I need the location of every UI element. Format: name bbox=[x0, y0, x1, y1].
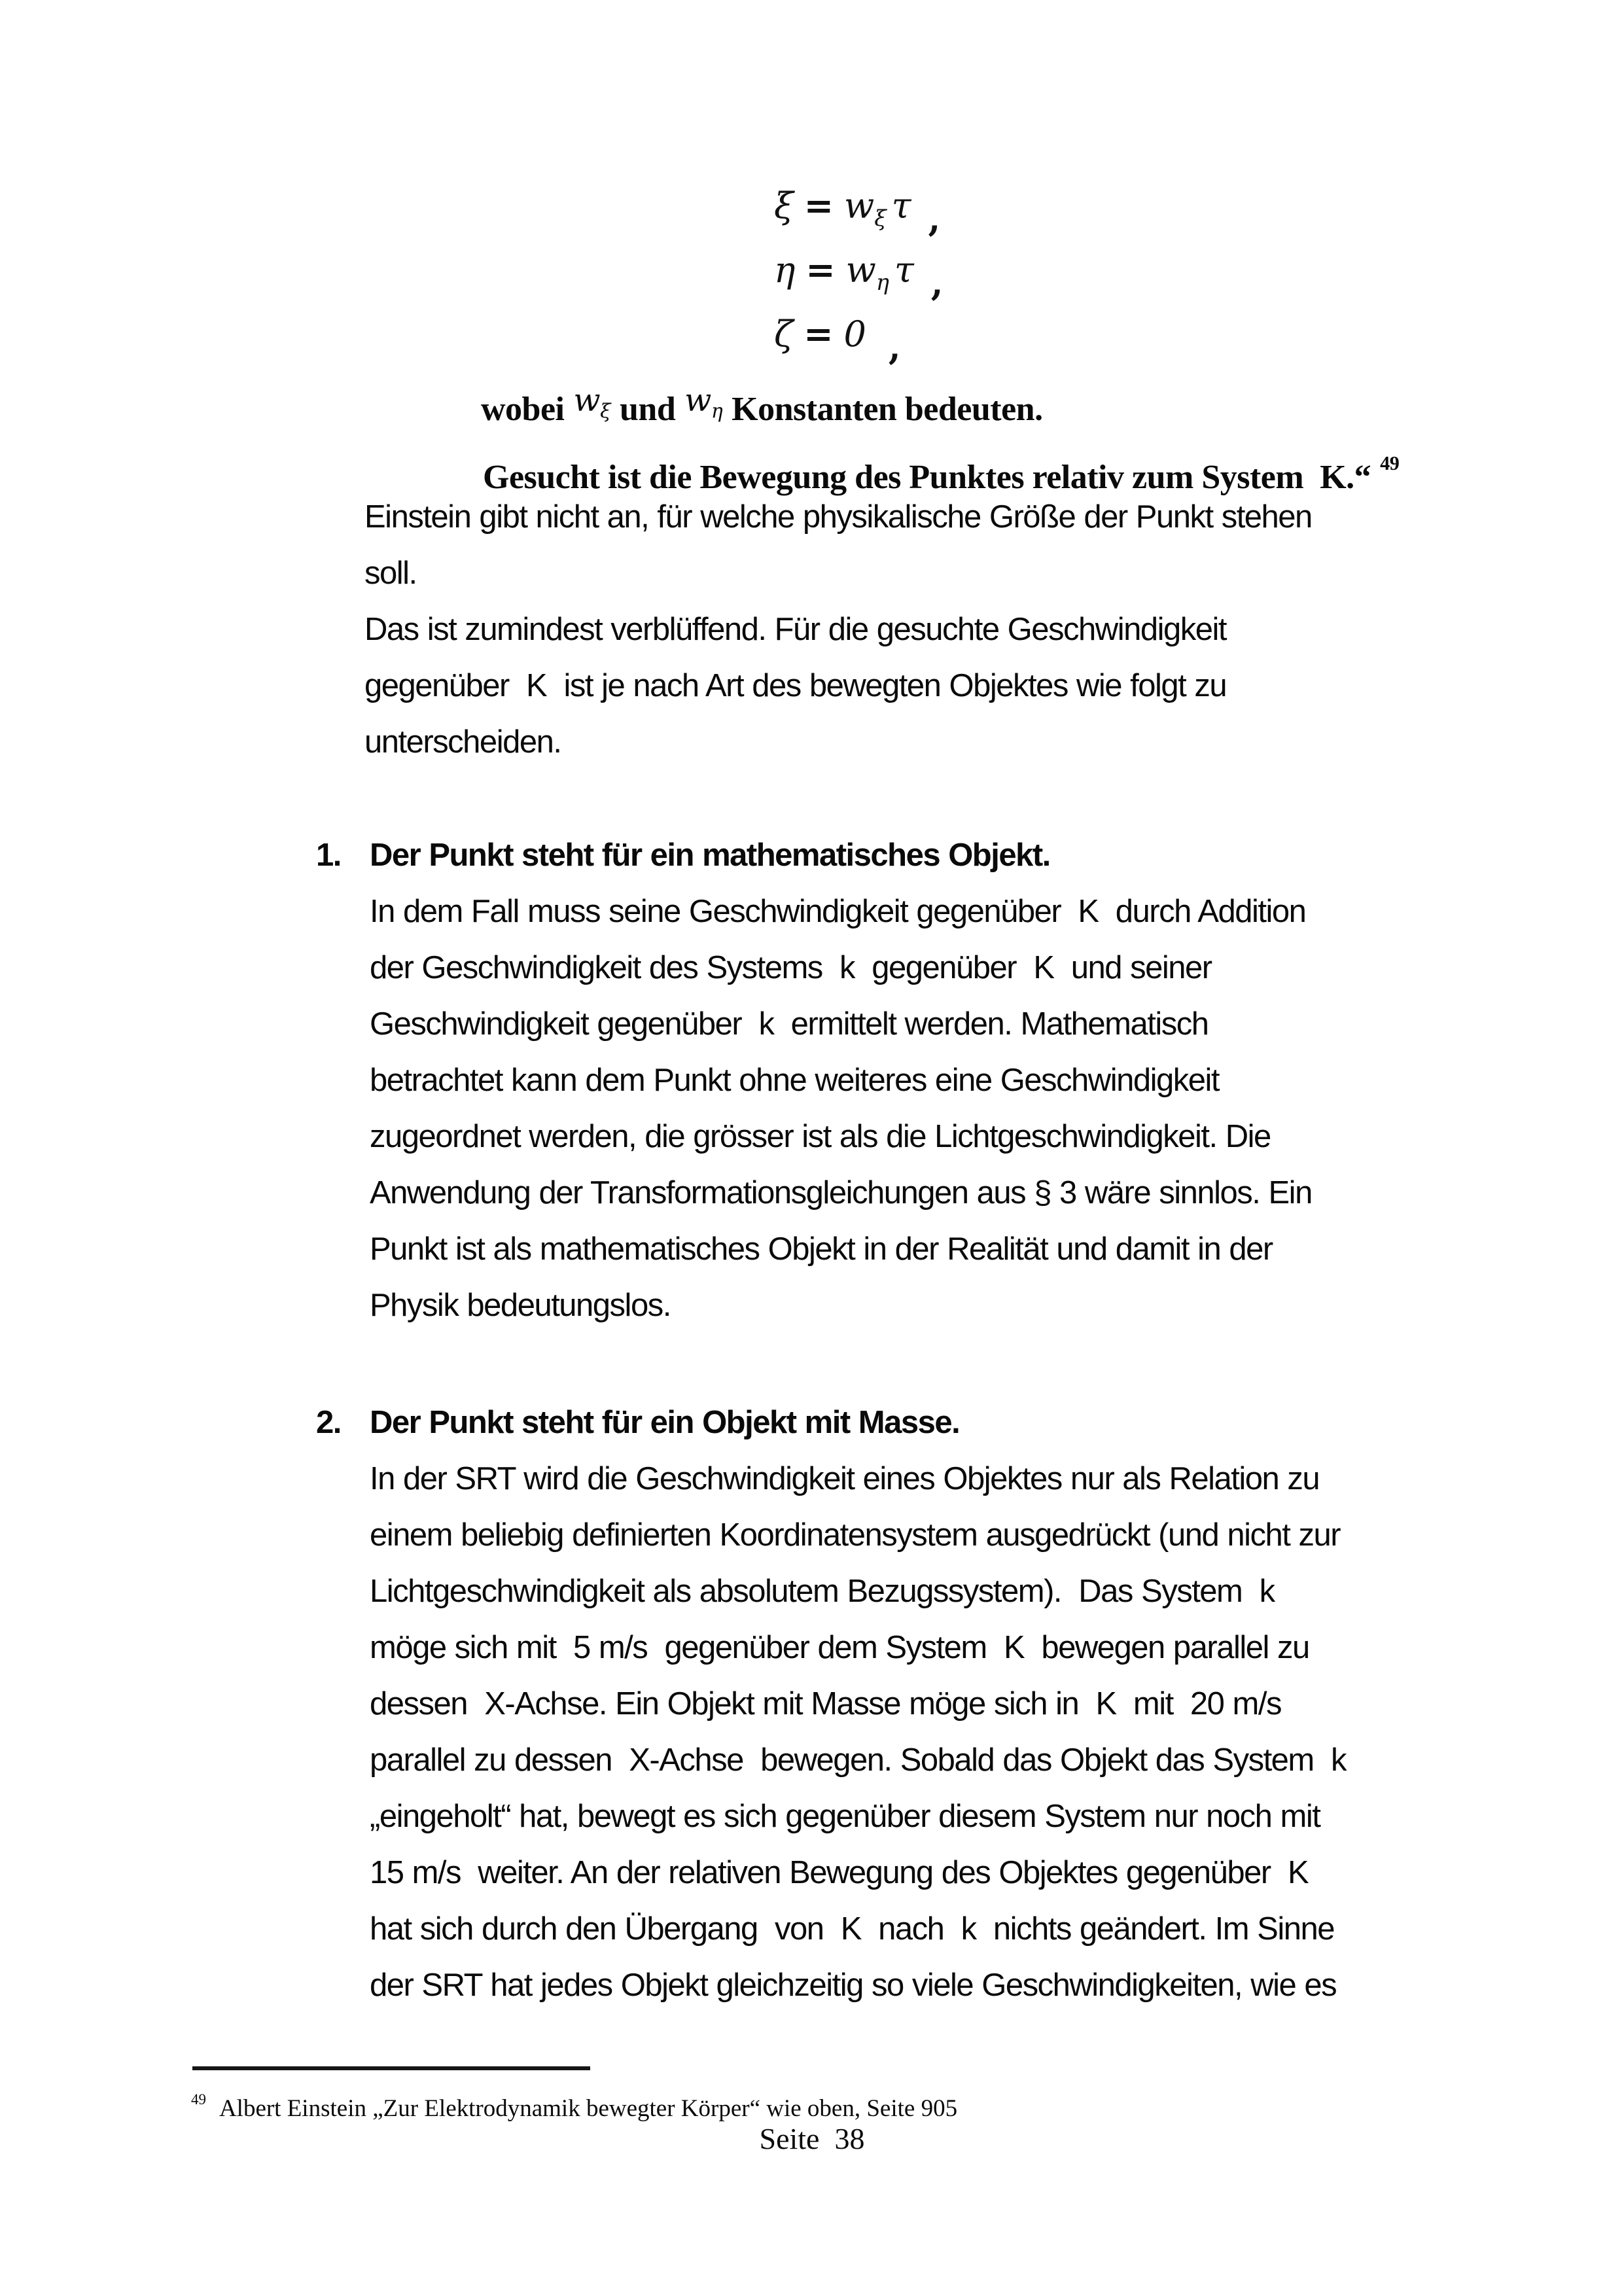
equation-row bbox=[774, 311, 944, 375]
wobei-prefix: wobei bbox=[481, 391, 565, 428]
equation-rhs-tail: τ bbox=[894, 249, 914, 291]
equation-rhs-base: 0 bbox=[843, 313, 866, 355]
text-line: zugeordnet werden, die grösser ist als die Lichtgeschwindigkeit. Die bbox=[370, 1119, 1271, 1154]
text-line: Einstein gibt nicht an, für welche physikalische Größe der Punkt stehen bbox=[364, 499, 1312, 535]
text-line: der Geschwindigkeit des Systems k gegenüber K und seiner bbox=[370, 950, 1212, 985]
equation-comma: , bbox=[888, 326, 901, 368]
text-line: gegenüber K ist je nach Art des bewegten Objektes wie folgt zu bbox=[364, 668, 1227, 703]
text-line: hat sich durch den Übergang von K nach k nichts geändert. Im Sinne bbox=[370, 1911, 1334, 1947]
text-line: In dem Fall muss seine Geschwindigkeit gegenüber K durch Addition bbox=[370, 894, 1306, 929]
math-base: w bbox=[684, 382, 711, 419]
equation-rhs-tail: τ bbox=[891, 185, 911, 226]
intro-paragraph-2 bbox=[364, 601, 1312, 770]
text-line: 15 m/s weiter. An der relativen Bewegung des Objektes gegenüber K bbox=[370, 1855, 1309, 1890]
list-item-body bbox=[370, 1451, 1346, 2013]
text-line: der SRT hat jedes Objekt gleichzeitig so viele Geschwindigkeiten, wie es bbox=[370, 1968, 1337, 2003]
list-number: 2. bbox=[316, 1405, 341, 1440]
wobei-mid: und bbox=[619, 391, 676, 428]
math-w-xi bbox=[573, 382, 610, 423]
text-line: Das ist zumindest verblüffend. Für die gesuchte Geschwindigkeit bbox=[364, 612, 1226, 647]
list-item-heading-row bbox=[316, 1394, 1346, 1451]
equation-rhs-base: w bbox=[845, 249, 876, 291]
equation-lhs: η bbox=[774, 249, 796, 291]
footnote-marker: 49 bbox=[191, 2091, 206, 2108]
intro-paragraph-1 bbox=[364, 489, 1312, 601]
equation-rhs-subscript: ξ bbox=[874, 205, 887, 231]
equals-sign: = bbox=[803, 185, 834, 226]
equation-row bbox=[774, 183, 944, 247]
text-line: möge sich mit 5 m/s gegenüber dem System K bewegen parallel zu bbox=[370, 1630, 1309, 1665]
page-number: Seite 38 bbox=[759, 2122, 865, 2155]
text-line: „eingeholt“ hat, bewegt es sich gegenüber diesem System nur noch mit bbox=[370, 1799, 1320, 1834]
text-line: Punkt ist als mathematisches Objekt in der Realität und damit in der bbox=[370, 1231, 1273, 1267]
equation-rhs-base: w bbox=[844, 185, 875, 226]
text-line: Lichtgeschwindigkeit als absolutem Bezugssystem). Das System k bbox=[370, 1574, 1275, 1609]
equation-block bbox=[774, 183, 944, 375]
text-line: Anwendung der Transformationsgleichungen aus § 3 wäre sinnlos. Ein bbox=[370, 1175, 1312, 1210]
list-heading: Der Punkt steht für ein mathematisches Objekt. bbox=[370, 838, 1050, 873]
quote-text: Gesucht ist die Bewegung des Punktes relativ zum System K.“ bbox=[483, 459, 1371, 496]
text-line: betrachtet kann dem Punkt ohne weiteres eine Geschwindigkeit bbox=[370, 1063, 1219, 1098]
math-subscript: ξ bbox=[600, 400, 610, 423]
math-base: w bbox=[573, 382, 601, 419]
list-item-2 bbox=[316, 1394, 1346, 2013]
equation-rhs-subscript: η bbox=[875, 269, 889, 295]
text-line: dessen X-Achse. Ein Objekt mit Masse möge sich in K mit 20 m/s bbox=[370, 1686, 1281, 1722]
intro-paragraphs bbox=[364, 489, 1312, 770]
list-heading: Der Punkt steht für ein Objekt mit Masse. bbox=[370, 1405, 960, 1440]
equation-comma: , bbox=[928, 198, 941, 239]
math-subscript: η bbox=[711, 400, 723, 423]
text-line: parallel zu dessen X-Achse bewegen. Sobald das Objekt das System k bbox=[370, 1742, 1346, 1778]
wobei-suffix: Konstanten bedeuten. bbox=[732, 391, 1043, 428]
text-line: Geschwindigkeit gegenüber k ermittelt werden. Mathematisch bbox=[370, 1006, 1209, 1042]
footnote-text: Albert Einstein „Zur Elektrodynamik bewegter Körper“ wie oben, Seite 905 bbox=[219, 2095, 958, 2122]
math-w-eta bbox=[684, 382, 723, 423]
equation-comma: , bbox=[930, 262, 944, 304]
footnote-ref: 49 bbox=[1380, 452, 1400, 474]
footnote bbox=[191, 2091, 957, 2123]
list-item-heading-row bbox=[316, 827, 1312, 883]
text-line: Physik bedeutungslos. bbox=[370, 1288, 671, 1323]
list-number: 1. bbox=[316, 838, 341, 873]
equation-row bbox=[774, 247, 944, 311]
list-item-body bbox=[370, 883, 1312, 1333]
text-line: In der SRT wird die Geschwindigkeit eines Objektes nur als Relation zu bbox=[370, 1461, 1320, 1496]
text-line: einem beliebig definierten Koordinatensystem ausgedrückt (und nicht zur bbox=[370, 1517, 1341, 1553]
equation-lhs: ξ bbox=[774, 185, 794, 226]
equals-sign: = bbox=[803, 313, 834, 355]
equation-lhs: ζ bbox=[774, 313, 794, 355]
footnote-separator bbox=[192, 2066, 590, 2070]
text-line: soll. bbox=[364, 556, 417, 591]
list-item-1 bbox=[316, 827, 1312, 1333]
wobei-line bbox=[481, 382, 1043, 429]
text-line: unterscheiden. bbox=[364, 724, 561, 760]
equals-sign: = bbox=[805, 249, 836, 291]
